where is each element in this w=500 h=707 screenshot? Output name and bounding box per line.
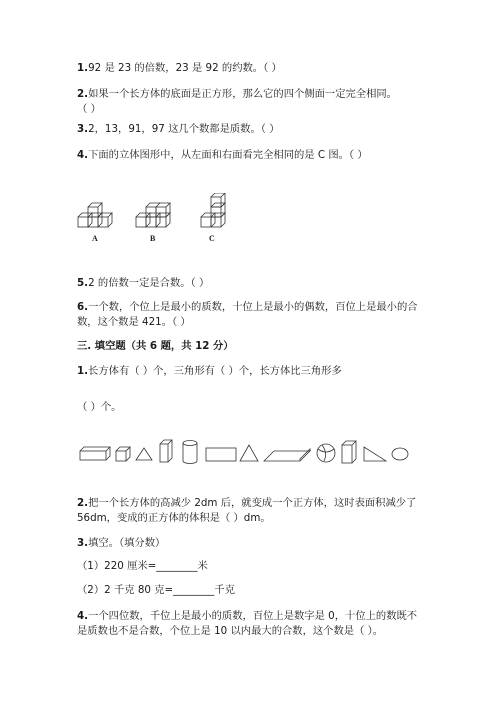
question-text: （ ）个。 [77, 401, 122, 413]
figure-label-a: A [92, 234, 98, 243]
question-6-cont [77, 316, 191, 328]
question-text: （2）2 千克 80 克=________千克 [77, 584, 235, 596]
question-2-cont [77, 103, 101, 115]
question-text: 下面的立体图形中，从左面和右面看完全相同的是 C 图。（ ） [88, 149, 368, 161]
cuboid-3 [342, 441, 356, 463]
answer-blank: （ ） [77, 103, 101, 115]
question-number: 1. [77, 62, 89, 74]
cube-figure-a [78, 203, 112, 227]
question-2 [77, 88, 397, 100]
question-number: 3. [77, 537, 89, 549]
cuboid-2 [160, 440, 172, 462]
cube-1 [116, 447, 130, 461]
fill-question-1 [77, 365, 342, 377]
oval-1 [392, 448, 408, 460]
cylinder-1 [183, 441, 197, 464]
cuboid-1 [80, 447, 110, 460]
shapes-row [78, 437, 413, 469]
question-1 [77, 62, 282, 74]
question-number: 3. [77, 123, 89, 135]
question-number: 1. [77, 365, 89, 377]
question-text: 一个数，个位上是最小的质数，十位上是最小的偶数，百位上是最小的合 [88, 301, 418, 313]
fill-question-4 [77, 610, 417, 622]
fill-question-3-part-1 [77, 560, 208, 572]
cube-figure-c [201, 193, 225, 227]
question-text: 2，13，91，97 这几个数都是质数。（ ） [88, 123, 280, 135]
fill-question-3-part-2 [77, 584, 235, 596]
question-3 [77, 123, 280, 135]
question-4 [77, 149, 368, 161]
question-number: 2. [77, 88, 89, 100]
fill-question-4-cont [77, 625, 383, 637]
cube-figures [74, 193, 244, 251]
question-number: 6. [77, 301, 89, 313]
triangle-2 [240, 445, 258, 461]
question-text: 如果一个长方体的底面是正方形，那么它的四个侧面一定完全相同。 [88, 88, 397, 100]
question-5 [77, 277, 209, 289]
parallelogram-1 [264, 449, 310, 461]
fill-question-2 [77, 497, 416, 509]
question-text: 一个四位数，千位上是最小的质数，百位上是数字是 0，十位上的数既不 [88, 610, 418, 622]
question-number: 2. [77, 497, 89, 509]
section-heading: 三. 填空题（共 6 题，共 12 分） [77, 340, 234, 352]
question-number: 4. [77, 610, 89, 622]
question-number: 5. [77, 277, 89, 289]
cube-figure-b [136, 203, 170, 227]
fill-question-2-cont [77, 512, 271, 524]
rectangle-1 [206, 448, 236, 461]
question-text: 56dm，变成的正方体的体积是（ ）dm。 [77, 512, 271, 524]
question-text: 把一个长方体的高减少 2dm 后，就变成一个正方体，这时表面积减少了 [88, 497, 417, 509]
fill-question-3 [77, 537, 165, 549]
triangle-1 [136, 448, 152, 460]
question-6 [77, 301, 418, 313]
question-text: 长方体有（ ）个，三角形有（ ）个，长方体比三角形多 [88, 365, 342, 377]
question-text: 填空。（填分数） [88, 537, 166, 549]
question-number: 4. [77, 149, 89, 161]
triangle-3 [364, 447, 386, 461]
question-text: 数，这个数是 421。（ ） [77, 316, 191, 328]
fill-question-1-cont [77, 401, 121, 413]
figure-label-c: C [209, 234, 215, 243]
question-text: 是质数也不是合数，个位上是 10 以内最大的合数，这个数是（ ）。 [77, 625, 384, 637]
question-text: 2 的倍数一定是合数。（ ） [88, 277, 210, 289]
figure-label-b: B [150, 234, 156, 243]
question-text: （1）220 厘米=________米 [77, 560, 208, 572]
ball-1 [317, 444, 335, 462]
question-text: 92 是 23 的倍数，23 是 92 的约数。（ ） [88, 62, 282, 74]
